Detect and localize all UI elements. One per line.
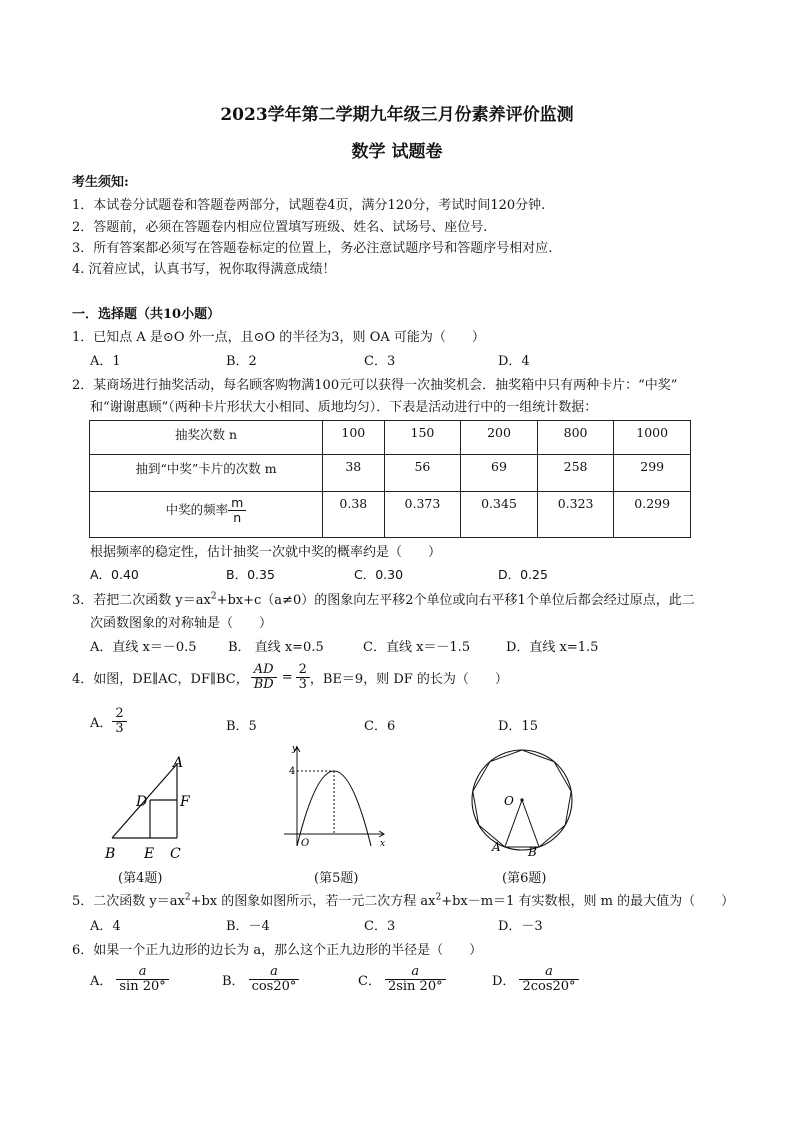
notice-item: 1．本试卷分试题卷和答题卷两部分，试题卷4页，满分120分，考试时间120分钟. <box>72 198 546 213</box>
q6-option-a: A． $\frac{a}{\sin 20^\circ}$ <box>90 965 169 995</box>
q4-stem: 4．如图，DE∥AC，DF∥BC， $\frac{AD}{BD}$ = $\frac{2}{3}$ ，BE＝9，则 DF 的长为（ ） <box>72 662 508 693</box>
table-cell: 0.38 <box>323 492 385 538</box>
q2-option-c: C．0.30 <box>354 567 404 582</box>
section-title: 一．选择题（共10小题） <box>72 307 221 322</box>
q6-option-d: D． $\frac{a}{2\cos 20^\circ}$ <box>492 965 579 995</box>
q5-option-b: B．－4 <box>226 919 270 934</box>
table-cell: 56 <box>384 455 461 492</box>
notice-heading: 考生须知: <box>72 175 129 190</box>
figure-q4-triangle <box>100 750 210 862</box>
label-four: 4 <box>289 766 296 777</box>
table-cell: 1000 <box>614 421 691 455</box>
table-cell: 0.345 <box>461 492 538 538</box>
q1-option-c: C．3 <box>364 354 396 369</box>
label-a: A <box>173 755 184 771</box>
exam-title: 2023学年第二学期九年级三月份素养评价监测 <box>220 105 574 125</box>
q5-option-a: A．4 <box>90 919 121 934</box>
fraction: $\frac{a}{\cos 20^\circ}$ <box>249 965 300 995</box>
table-row <box>90 455 691 492</box>
q3-option-a: A．直线 x＝－0.5 <box>90 640 197 655</box>
q5-option-c: C．3 <box>364 919 396 934</box>
table-cell <box>90 492 323 538</box>
q2-option-d: D．0.25 <box>498 567 548 582</box>
label-a: A <box>492 840 501 854</box>
q4-option-b: B．5 <box>226 719 257 734</box>
q2-stem-line1: 2．某商场进行抽奖活动，每名顾客购物满100元可以获得一次抽奖机会．抽奖箱中只有两种卡片：“中奖” <box>72 378 678 393</box>
frequency-table <box>89 420 691 538</box>
figure-q6-nonagon <box>468 743 580 861</box>
table-cell: 38 <box>323 455 385 492</box>
center-dot <box>520 798 523 801</box>
q3-stem-line1: 3．若把二次函数 $y=ax^2+bx+c(a\ne 0)$的图象向左平移2个单位或向右平移1个单位后都会经过原点，此二 <box>72 591 695 608</box>
segment-oa <box>522 800 539 847</box>
figure-q5-parabola <box>280 742 392 854</box>
label-x: x <box>380 839 386 849</box>
q4-option-d: D．15 <box>498 719 538 734</box>
q3-option-d: D．直线 x=1.5 <box>506 640 599 655</box>
table-cell: 0.373 <box>384 492 461 538</box>
label-c: C <box>170 846 181 862</box>
fraction-ad-over-bd: $\frac{AD}{BD}$ <box>251 663 277 693</box>
fraction-2-over-3: $\frac{2}{3}$ <box>296 663 310 693</box>
q2-question: 根据频率的稳定性，估计抽奖一次就中奖的概率约是（ ） <box>90 545 442 560</box>
table-row <box>90 492 691 538</box>
freq-label: 中奖的频率 <box>165 501 229 517</box>
exam-subtitle: 数学 试题卷 <box>351 142 443 162</box>
label-o: O <box>504 794 514 808</box>
q3-stem-line2: 次函数图象的对称轴是（ ） <box>90 616 273 631</box>
q1-option-d: D．4 <box>498 354 530 369</box>
table-cell: 100 <box>323 421 385 455</box>
fig5-caption: (第5题) <box>314 871 359 886</box>
q5-stem: 5．二次函数 $y=ax^2+bx$ 的图象如图所示，若一元二次方程 $ax^2+bx-m=1$ 有实数根，则 m 的最大值为（ ） <box>72 892 735 909</box>
fig6-caption: (第6题) <box>502 871 547 886</box>
label-e: E <box>144 846 155 862</box>
table-cell: 69 <box>461 455 538 492</box>
label-b: B <box>105 846 116 862</box>
table-cell: 0.299 <box>614 492 691 538</box>
fraction-m-over-n: $\frac{m}{n}$ <box>228 496 246 525</box>
table-cell: 800 <box>537 421 614 455</box>
fraction: $\frac{a}{2\sin 20^\circ}$ <box>385 965 446 995</box>
label-origin: O <box>301 838 310 849</box>
table-cell: 258 <box>537 455 614 492</box>
fraction: $\frac{a}{\sin 20^\circ}$ <box>116 965 168 995</box>
q4-option-a: A． $\frac{2}{3}$ <box>90 707 127 737</box>
label-y: y <box>292 744 298 754</box>
q6-option-c: C． $\frac{a}{2\sin 20^\circ}$ <box>358 965 446 995</box>
table-cell: 299 <box>614 455 691 492</box>
q2-stem-line2: 和“谢谢惠顾”（两种卡片形状大小相同、质地均匀）．下表是活动进行中的一组统计数据： <box>90 400 598 415</box>
label-b: B <box>528 845 537 859</box>
q6-option-b: B． $\frac{a}{\cos 20^\circ}$ <box>222 965 299 995</box>
table-cell: 抽奖次数 n <box>90 421 323 455</box>
table-cell: 0.323 <box>537 492 614 538</box>
table-cell: 200 <box>461 421 538 455</box>
q4-option-c: C．6 <box>364 719 396 734</box>
table-cell: 150 <box>384 421 461 455</box>
fraction-2-over-3: $\frac{2}{3}$ <box>112 707 126 737</box>
label-f: F <box>180 794 190 810</box>
table-cell: 抽到“中奖”卡片的次数 m <box>90 455 323 492</box>
table-row <box>90 421 691 455</box>
q3-option-b: B． 直线 x=0.5 <box>228 640 324 655</box>
q1-option-a: A．1 <box>90 354 121 369</box>
notice-item: 3．所有答案都必须写在答题卷标定的位置上，务必注意试题序号和答题序号相对应. <box>72 241 553 256</box>
q3-option-c: C．直线 x＝－1.5 <box>363 640 471 655</box>
q2-option-b: B．0.35 <box>226 567 275 582</box>
fig4-caption: (第4题) <box>118 871 163 886</box>
q1-option-b: B．2 <box>226 354 257 369</box>
notice-item: 2．答题前，必须在答题卷内相应位置填写班级、姓名、试场号、座位号. <box>72 220 488 235</box>
q6-stem: 6．如果一个正九边形的边长为 a，那么这个正九边形的半径是（ ） <box>72 943 483 958</box>
q2-option-a: A．0.40 <box>90 567 139 582</box>
label-d: D <box>136 794 148 810</box>
fraction: $\frac{a}{2\cos 20^\circ}$ <box>519 965 578 995</box>
notice-item: 4. 沉着应试，认真书写，祝你取得满意成绩！ <box>72 262 336 277</box>
q5-option-d: D．－3 <box>498 919 543 934</box>
q1-stem: 1．已知点 A 是⊙O 外一点，且⊙O 的半径为3，则 OA 可能为（ ） <box>72 330 485 345</box>
